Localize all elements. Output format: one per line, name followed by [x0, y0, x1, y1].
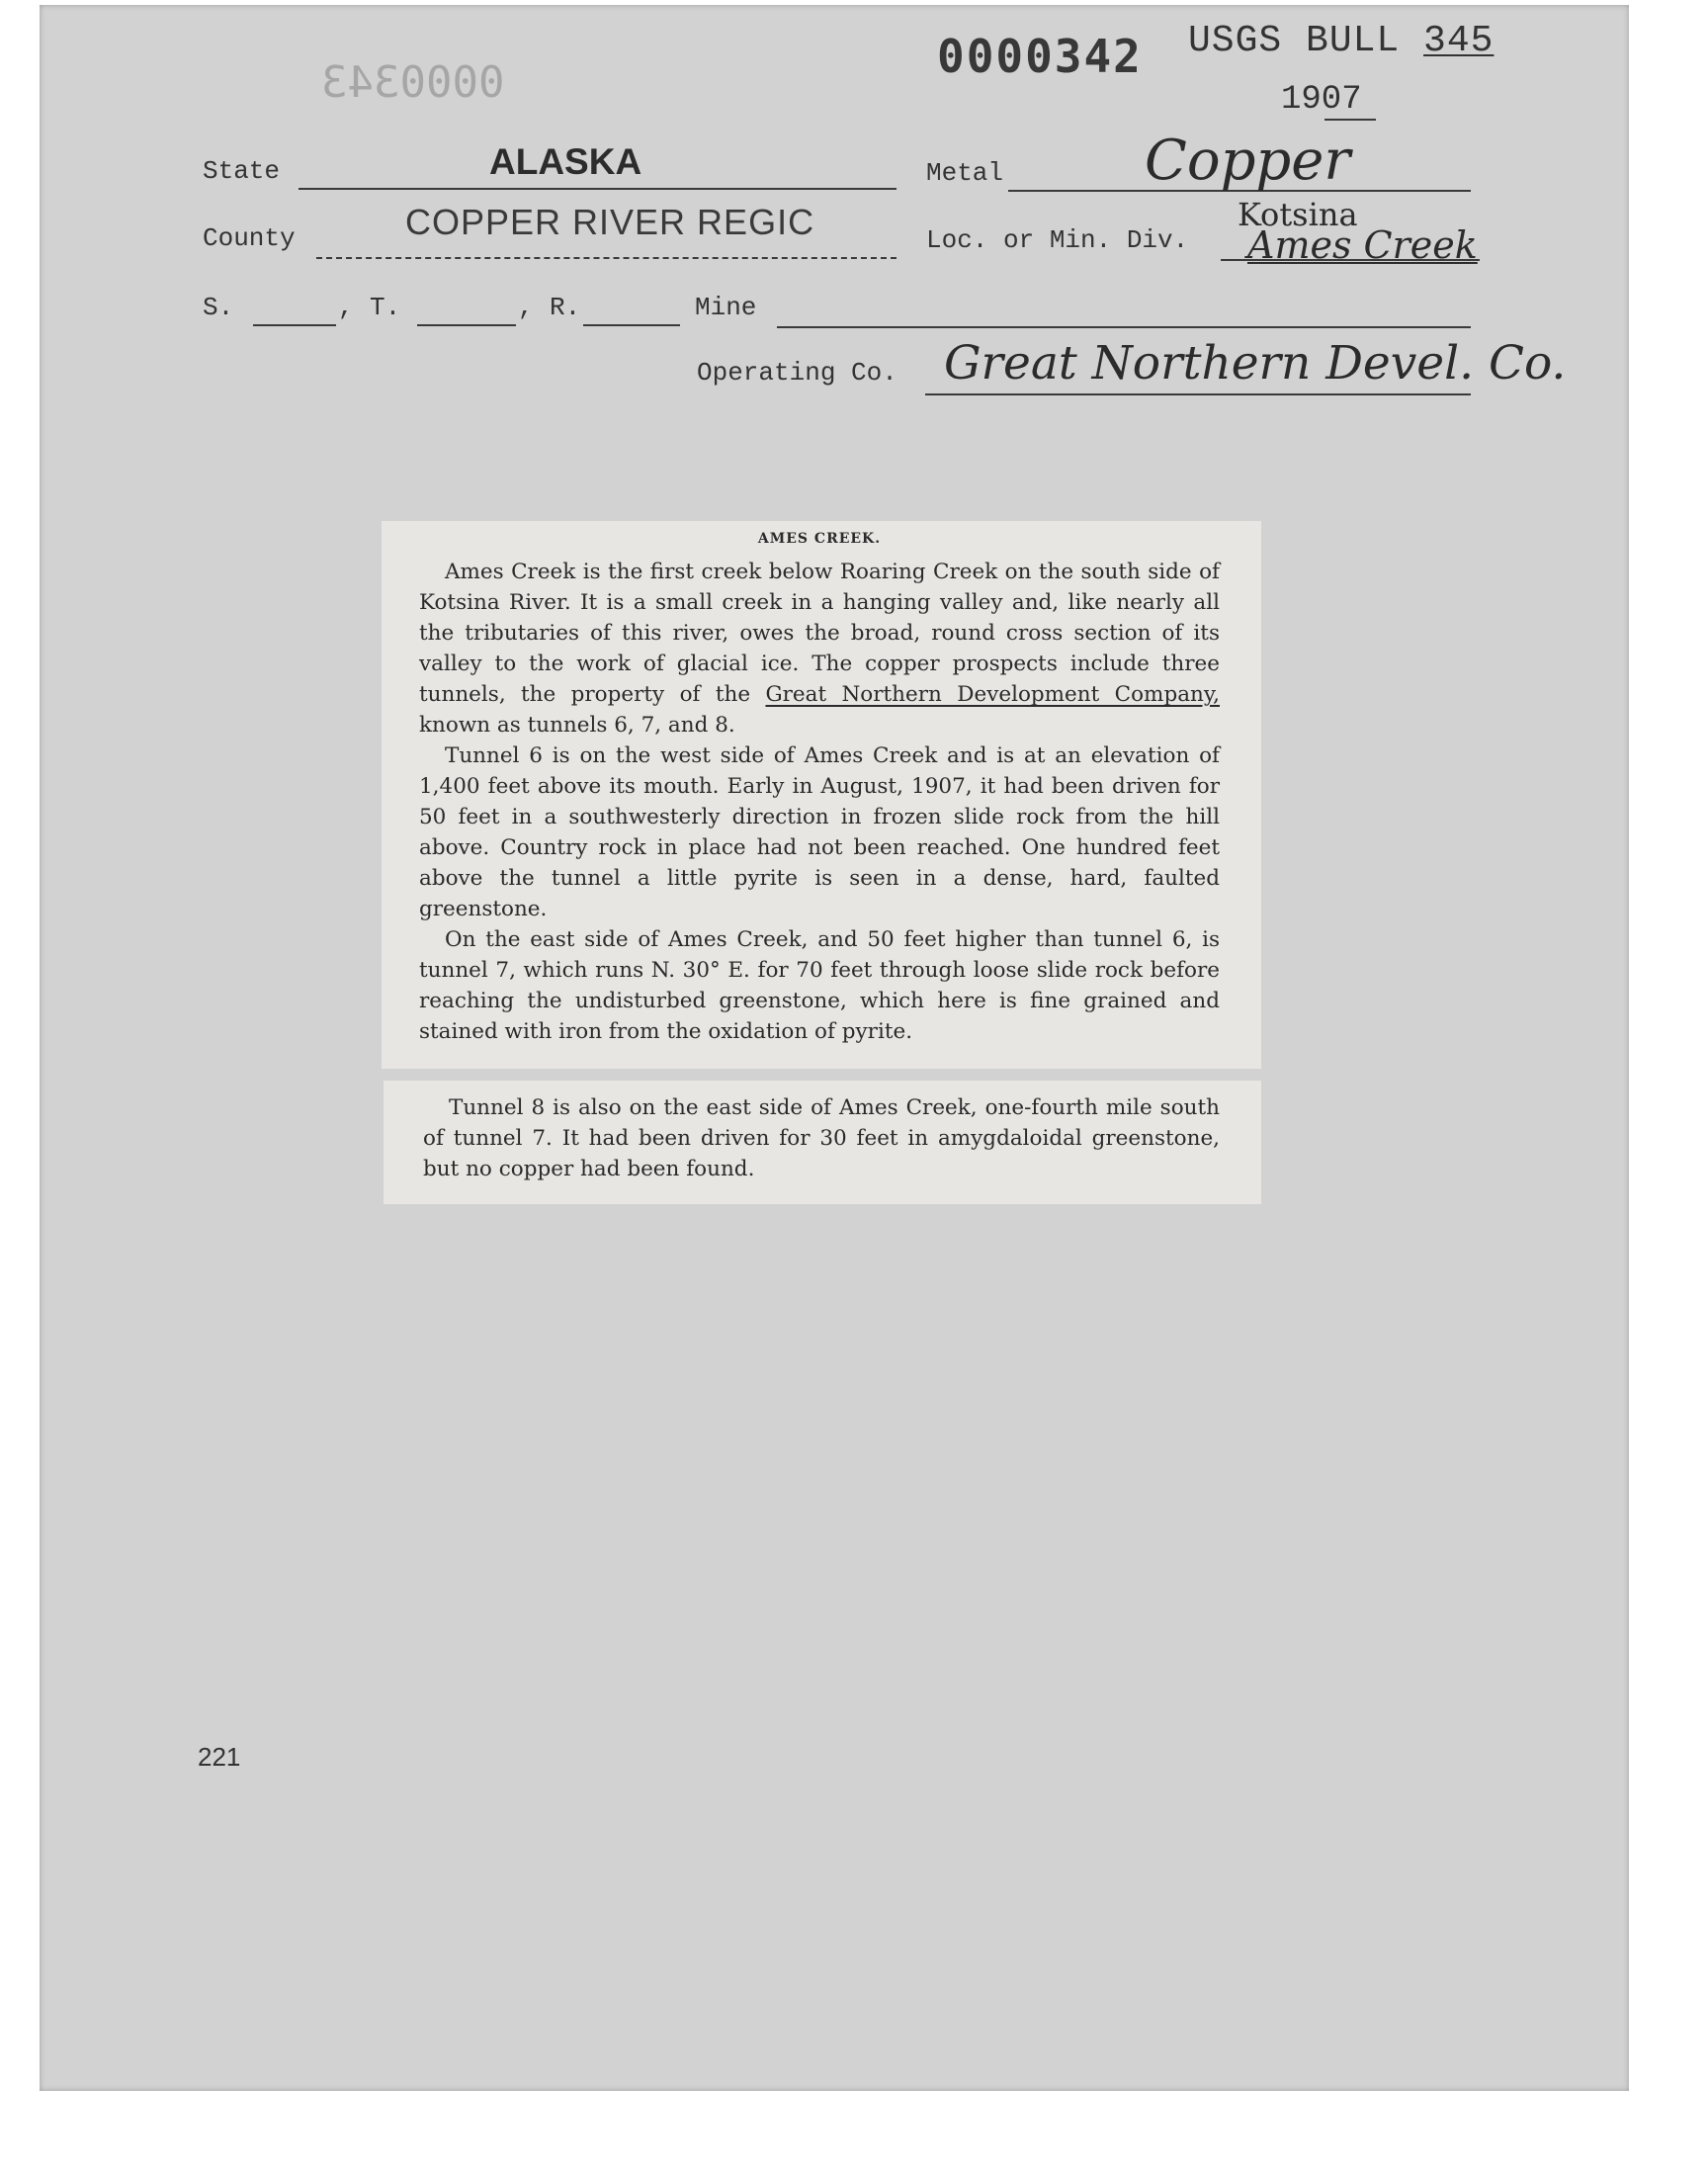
opco-value: Great Northern Devel. Co.	[944, 336, 1567, 391]
record-number-stamp: 0000342	[937, 30, 1143, 83]
year-label: 1907	[1281, 81, 1362, 119]
state-line	[299, 188, 897, 190]
section-label: S.	[203, 293, 234, 322]
page-number: 221	[198, 1742, 241, 1772]
township-label: T.	[370, 293, 401, 322]
clipping-secondary	[384, 1081, 1261, 1204]
mine-label: Mine	[695, 293, 757, 322]
paragraph-1-text-a: Ames Creek is the first creek below Roaring Creek on the south side of Kotsina River. It is a small creek in a hanging valley and, like nearly all the tributaries of this river, owes the broad, round cross section of its valley to the work of glacial ice. The copper prospects include three tunnels, the property of the	[419, 560, 1220, 707]
clipping-main	[382, 521, 1261, 1069]
section-line	[253, 324, 336, 326]
mine-line	[777, 326, 1471, 328]
year-underline	[1324, 119, 1376, 121]
township-comma: ,	[518, 293, 534, 322]
paragraph-4: Tunnel 8 is also on the east side of Ames Creek, one-fourth mile south of tunnel 7. It had been driven for 30 feet in amygdaloidal greenstone, but no copper had been found.	[423, 1095, 1220, 1181]
bulletin-number: 345	[1423, 20, 1494, 62]
paragraph-3: On the east side of Ames Creek, and 50 feet higher than tunnel 6, is tunnel 7, which runs N. 30° E. for 70 feet through loose slide rock before reaching the undisturbed greenstone, which here is fine grained and stained with iron from the oxidation of pyrite.	[419, 927, 1220, 1044]
clipping-heading: AMES CREEK.	[757, 531, 882, 547]
locmin-value-upper: Kotsina	[1238, 196, 1358, 233]
opco-label: Operating Co.	[697, 358, 897, 388]
paragraph-1	[419, 557, 1220, 740]
opco-line	[925, 393, 1471, 395]
locmin-value: Ames Creek	[1247, 223, 1478, 267]
township-line	[417, 324, 516, 326]
metal-label: Metal	[926, 158, 1004, 188]
county-label: County	[203, 223, 296, 253]
metal-value: Copper	[1145, 129, 1351, 193]
series-text: USGS BULL	[1188, 20, 1401, 62]
series-label	[1188, 20, 1494, 62]
state-value: ALASKA	[489, 141, 642, 182]
ghost-number-stamp: 0000343	[321, 57, 505, 108]
company-name-underlined: Great Northern Development Company,	[765, 682, 1220, 707]
range-line	[583, 324, 680, 326]
paragraph-1-text-b: known as tunnels 6, 7, and 8.	[419, 713, 735, 738]
paragraph-2: Tunnel 6 is on the west side of Ames Creek and is at an elevation of 1,400 feet above its mouth. Early in August, 1907, it had been driven for 50 feet in a southwesterly direction in frozen slide rock from the hill above. Country rock in place had not been reached. One hundred feet above the tunnel a little pyrite is seen in a dense, hard, faulted greenstone.	[419, 743, 1220, 921]
state-label: State	[203, 156, 281, 186]
locmin-label: Loc. or Min. Div.	[926, 225, 1189, 255]
section-comma: ,	[338, 293, 354, 322]
county-line	[316, 257, 897, 259]
range-label: R.	[550, 293, 581, 322]
county-value: COPPER RIVER REGIC	[405, 202, 815, 242]
